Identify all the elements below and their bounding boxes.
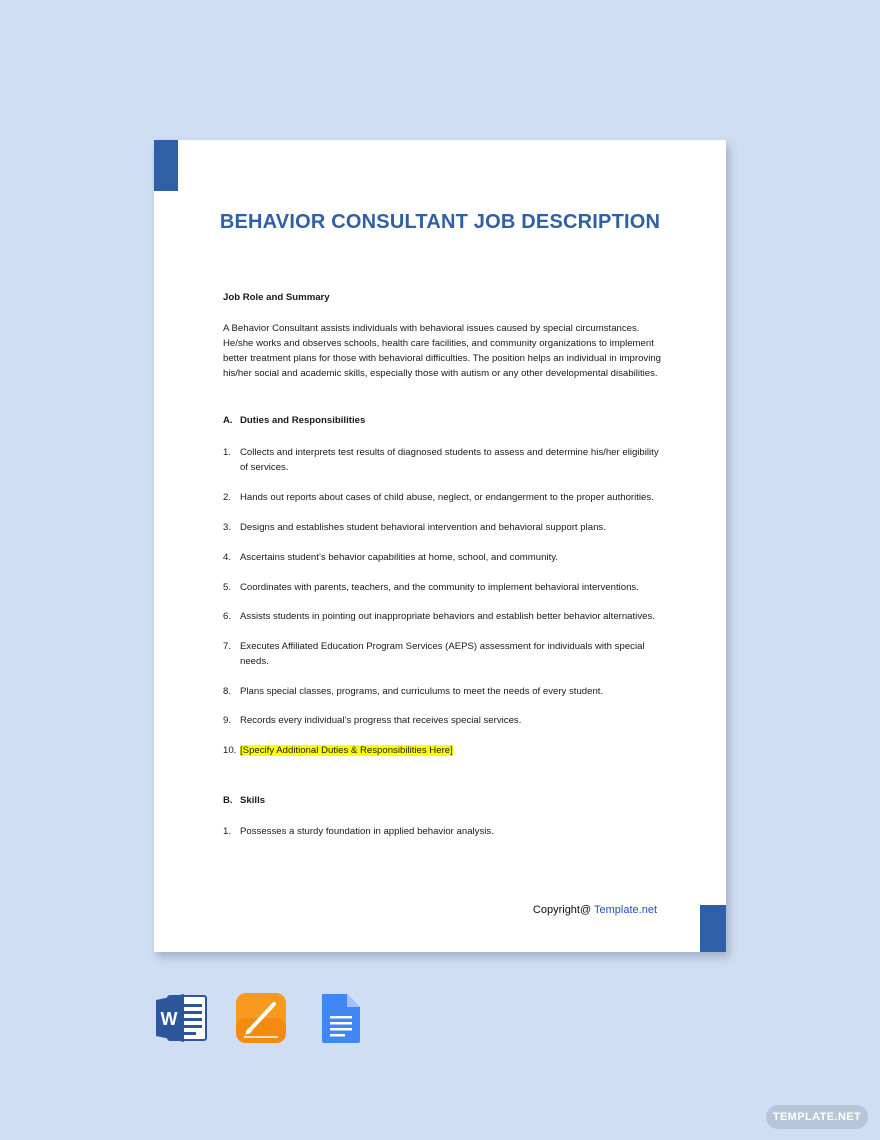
list-text: Executes Affiliated Education Program Services (AEPS) assessment for individuals with special needs. — [240, 641, 645, 667]
summary-heading: Job Role and Summary — [223, 292, 330, 303]
list-text: Collects and interprets test results of diagnosed students to assess and determine his/her eligibility of services. — [240, 447, 659, 473]
section-b-title: Skills — [240, 795, 266, 806]
list-text: Coordinates with parents, teachers, and the community to implement behavioral interventions. — [240, 582, 639, 593]
list-item — [223, 639, 663, 669]
list-text: Records every individual’s progress that receives special services. — [240, 715, 522, 726]
pages-icon[interactable] — [234, 992, 288, 1044]
list-text: Designs and establishes student behavioral intervention and behavioral support plans. — [240, 522, 606, 533]
word-icon[interactable] — [154, 992, 208, 1044]
svg-text:W: W — [160, 1009, 178, 1029]
list-item — [223, 550, 663, 565]
corner-accent-bottom — [700, 905, 726, 952]
list-number: 1. — [223, 447, 232, 458]
app-icons-row — [154, 992, 394, 1044]
google-docs-icon[interactable] — [314, 992, 368, 1044]
list-text: Hands out reports about cases of child abuse, neglect, or endangerment to the proper authorities. — [240, 492, 654, 503]
document-page — [154, 140, 726, 952]
summary-paragraph: A Behavior Consultant assists individuals with behavioral issues caused by special circumstances. He/she works and observes schools, health care facilities, and community organizations to implement better treatment plans for those with behavioral difficulties. The position helps an individual in improving his/her social and academic skills, especially those with autism or any other developmental disabilities. — [223, 323, 662, 379]
copyright-link[interactable]: Template.net — [594, 904, 657, 916]
section-b-heading — [223, 795, 663, 807]
placeholder-highlight: [Specify Additional Duties & Responsibilities Here] — [240, 745, 453, 756]
template-net-badge[interactable]: TEMPLATE.NET — [766, 1105, 868, 1129]
section-a-heading — [223, 415, 663, 427]
list-number: 4. — [223, 552, 232, 563]
corner-accent-top — [154, 140, 178, 191]
document-title: BEHAVIOR CONSULTANT JOB DESCRIPTION — [219, 211, 661, 233]
list-number: 7. — [223, 641, 232, 652]
skills-list — [223, 824, 663, 839]
list-number: 1. — [223, 826, 232, 837]
document-body — [223, 292, 663, 839]
list-item — [223, 580, 663, 595]
section-b-letter: B. — [223, 795, 233, 806]
list-item — [223, 609, 663, 624]
section-a-letter: A. — [223, 415, 233, 426]
copyright-text: Copyright@ — [532, 904, 595, 916]
list-item — [223, 743, 663, 758]
list-item — [223, 824, 663, 839]
list-number: 5. — [223, 582, 232, 593]
list-number: 3. — [223, 522, 232, 533]
copyright-footer — [533, 904, 657, 916]
section-a-title: Duties and Responsibilities — [240, 415, 366, 426]
list-number: 9. — [223, 715, 232, 726]
list-item — [223, 684, 663, 699]
list-text: Assists students in pointing out inappropriate behaviors and establish better behavior alternatives. — [240, 611, 655, 622]
list-item — [223, 520, 663, 535]
list-number: 8. — [223, 686, 232, 697]
list-item — [223, 445, 663, 475]
list-item — [223, 713, 663, 728]
list-number: 10. — [223, 745, 237, 756]
list-text: Possesses a sturdy foundation in applied behavior analysis. — [240, 826, 494, 837]
list-number: 6. — [223, 611, 232, 622]
list-item — [223, 490, 663, 505]
list-number: 2. — [223, 492, 232, 503]
list-text: Ascertains student’s behavior capabilities at home, school, and community. — [240, 552, 559, 563]
duties-list — [223, 445, 663, 758]
list-text: Plans special classes, programs, and curriculums to meet the needs of every student. — [240, 686, 604, 697]
list-text — [240, 743, 663, 758]
